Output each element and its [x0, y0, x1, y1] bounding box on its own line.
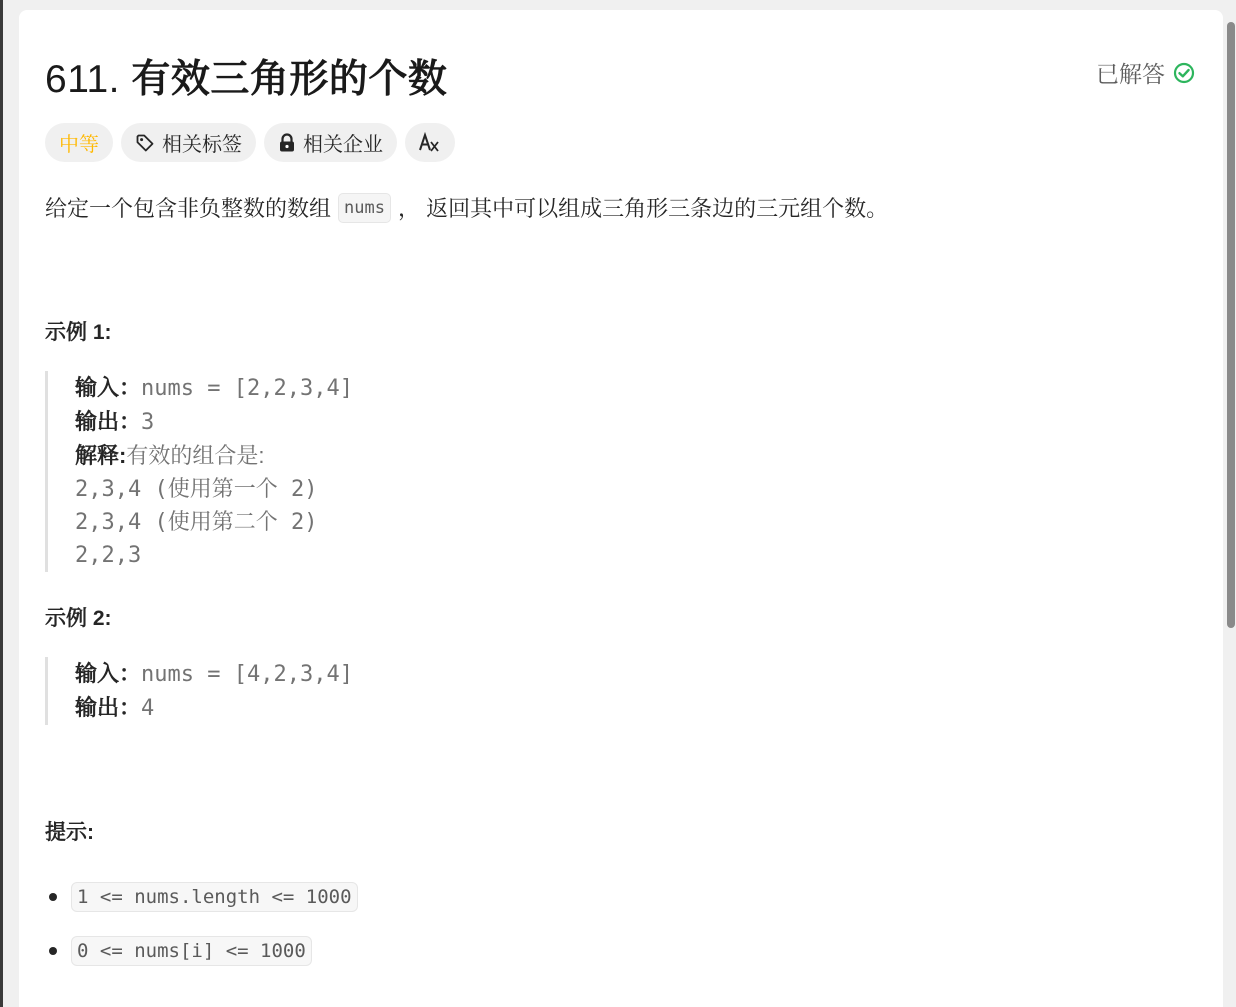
constraints-list: [45, 880, 358, 988]
check-circle-icon: [1173, 62, 1195, 84]
translate-button[interactable]: [405, 123, 455, 162]
problem-description-panel: [19, 10, 1223, 1007]
tag-icon: [135, 133, 155, 153]
lock-icon: [278, 133, 296, 153]
topics-tag-label: 相关标签: [162, 134, 242, 156]
solved-label: 已解答: [1096, 61, 1165, 87]
statement-code: nums: [338, 193, 391, 223]
problem-statement: [45, 192, 888, 223]
topics-tag-button[interactable]: [121, 123, 256, 162]
list-item: [45, 934, 358, 968]
example-2-input-label: 输入：: [75, 661, 142, 686]
constraint-code: 0 <= nums[i] <= 1000: [71, 936, 312, 966]
window-left-edge: [0, 0, 3, 1007]
example-1-explanation-line: 2,3,4 (使用第一个 2): [75, 477, 318, 502]
example-1-explanation-line: 2,2,3: [75, 543, 142, 568]
scrollbar-thumb[interactable]: [1227, 22, 1235, 628]
statement-text-end: ， 返回其中可以组成三角形三条边的三元组个数。: [397, 196, 889, 221]
example-1-input-label: 输入：: [75, 375, 142, 400]
example-1-block: [45, 371, 353, 572]
problem-number: 611.: [45, 58, 121, 101]
example-2-heading: 示例 2:: [45, 607, 112, 630]
difficulty-badge: [45, 123, 113, 162]
problem-name: 有效三角形的个数: [131, 58, 448, 101]
example-1-output-label: 输出：: [75, 409, 142, 434]
example-2-output-value: 4: [141, 696, 155, 721]
bullet-icon: [49, 893, 57, 901]
statement-text-start: 给定一个包含非负整数的数组: [45, 196, 332, 221]
difficulty-label: 中等: [59, 134, 99, 156]
companies-tag-label: 相关企业: [303, 134, 383, 156]
hints-heading: 提示:: [45, 821, 94, 844]
problem-title: [45, 48, 447, 104]
translate-icon: [418, 132, 442, 154]
tag-bar: [45, 123, 455, 162]
example-1-explanation-line: 2,3,4 (使用第二个 2): [75, 510, 318, 535]
example-1-input-value: nums = [2,2,3,4]: [141, 376, 353, 401]
example-2-output-label: 输出：: [75, 695, 142, 720]
solved-status: [1096, 56, 1195, 89]
example-2-block: [45, 657, 353, 725]
example-1-heading: 示例 1:: [45, 321, 112, 344]
example-2-input-value: nums = [4,2,3,4]: [141, 662, 353, 687]
example-1-output-value: 3: [141, 410, 155, 435]
constraint-code: 1 <= nums.length <= 1000: [71, 882, 358, 912]
list-item: [45, 880, 358, 914]
bullet-icon: [49, 947, 57, 955]
companies-tag-button[interactable]: [264, 123, 397, 162]
example-1-explanation-label: 解释:: [75, 443, 127, 468]
example-1-explanation-text: 有效的组合是:: [126, 443, 265, 468]
scrollbar[interactable]: [1226, 0, 1236, 1007]
